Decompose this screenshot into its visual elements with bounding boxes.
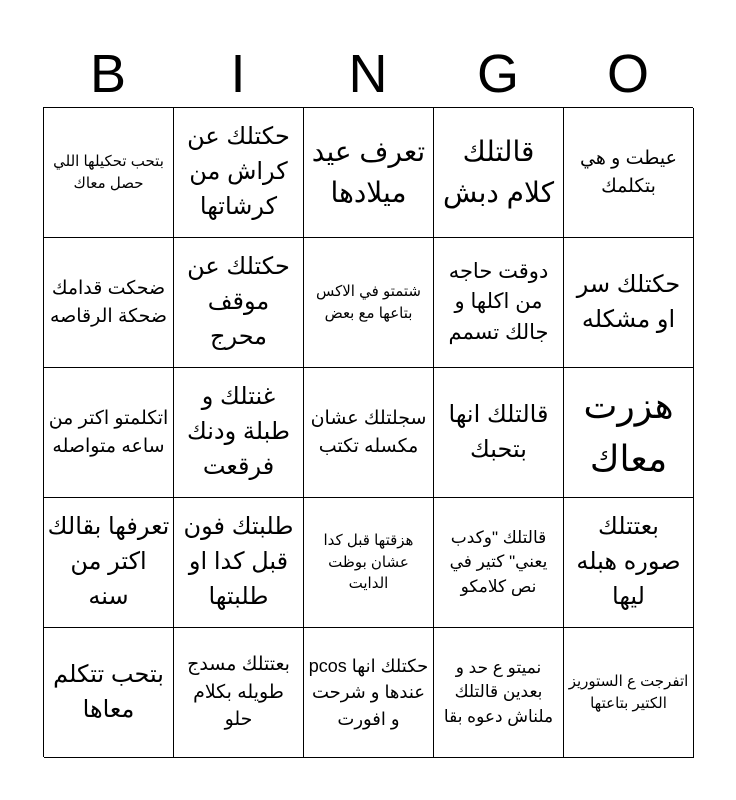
- bingo-cell[interactable]: [44, 628, 174, 758]
- bingo-cell[interactable]: [304, 368, 434, 498]
- bingo-cell[interactable]: [564, 238, 694, 368]
- cell-text: هزقتها قبل كدا عشان بوظت الدايت: [323, 531, 414, 593]
- header-letter-o: O: [606, 44, 649, 104]
- bingo-cell[interactable]: [304, 238, 434, 368]
- bingo-cell[interactable]: [304, 628, 434, 758]
- bingo-cell[interactable]: [564, 108, 694, 238]
- cell-text: حكتلك انها pcos عندها و شرحت و افورت: [308, 656, 429, 729]
- bingo-header: [43, 40, 693, 108]
- bingo-cell[interactable]: [44, 238, 174, 368]
- header-letter-g: G: [476, 44, 519, 104]
- bingo-cell[interactable]: [174, 498, 304, 628]
- bingo-cell[interactable]: [304, 498, 434, 628]
- cell-text: غنتلك و طبلة ودنك فرقعت: [186, 383, 290, 480]
- cell-text: ضحكت قدامك ضحكة الرقاصه: [49, 277, 168, 327]
- header-letter-b: B: [89, 44, 127, 104]
- cell-text: تعرفها بقالك اكتر من سنه: [47, 513, 170, 610]
- cell-text: طلبتك فون قبل كدا او طلبتها: [183, 513, 294, 610]
- cell-text: تعرف عيد ميلادها: [311, 135, 426, 208]
- cell-text: بتحب تتكلم معاها: [53, 660, 164, 723]
- cell-text: قالتلك "وكدب يعني" كتير في نص كلامكو: [449, 527, 548, 596]
- cell-text: حكتلك عن موقف محرج: [187, 253, 290, 350]
- bingo-cell[interactable]: [434, 498, 564, 628]
- bingo-cell[interactable]: [434, 238, 564, 368]
- bingo-cell[interactable]: [174, 368, 304, 498]
- bingo-cell[interactable]: [304, 108, 434, 238]
- cell-text: اتفرجت ع الستوريز الكتير بتاعتها: [568, 672, 689, 712]
- cell-text: دوقت حاجه من اكلها و جالك تسمم: [448, 259, 549, 344]
- cell-text: بعتتلك مسدج طويله بكلام حلو: [187, 654, 290, 731]
- cell-text: بعتتلك صوره هبله ليها: [576, 513, 681, 610]
- bingo-cell[interactable]: [44, 368, 174, 498]
- bingo-cell[interactable]: [434, 628, 564, 758]
- cell-text: حكتلك عن كراش من كرشاتها: [187, 123, 290, 220]
- cell-text: قالتلك كلام دبش: [442, 135, 555, 208]
- cell-text: قالتلك انها بتحبك: [448, 400, 549, 463]
- cell-text: شتمتو في الاكس بتاعها مع بعض: [315, 282, 422, 322]
- cell-text: نميتو ع حد و بعدين قالتلك ملناش دعوه بقا: [443, 657, 554, 726]
- cell-text: هزرت معاك: [583, 385, 674, 479]
- bingo-cell[interactable]: [174, 238, 304, 368]
- bingo-cell[interactable]: [44, 108, 174, 238]
- cell-text: عيطت و هي بتكلمك: [580, 147, 677, 197]
- bingo-cell[interactable]: [564, 368, 694, 498]
- header-letter-i: I: [230, 44, 246, 104]
- cell-text: سجلتلك عشان مكسله تكتب: [310, 407, 427, 457]
- bingo-cell[interactable]: [564, 498, 694, 628]
- cell-text: اتكلمتو اكتر من ساعه متواصله: [48, 407, 169, 457]
- bingo-cell[interactable]: [44, 498, 174, 628]
- cell-text: بتحب تحكيلها اللي حصل معاك: [53, 152, 164, 192]
- bingo-cell[interactable]: [174, 108, 304, 238]
- bingo-cell[interactable]: [434, 368, 564, 498]
- cell-text: حكتلك سر او مشكله: [576, 270, 681, 333]
- bingo-grid: [43, 107, 693, 757]
- bingo-cell[interactable]: [174, 628, 304, 758]
- bingo-cell[interactable]: [564, 628, 694, 758]
- header-letter-n: N: [348, 44, 388, 104]
- bingo-cell[interactable]: [434, 108, 564, 238]
